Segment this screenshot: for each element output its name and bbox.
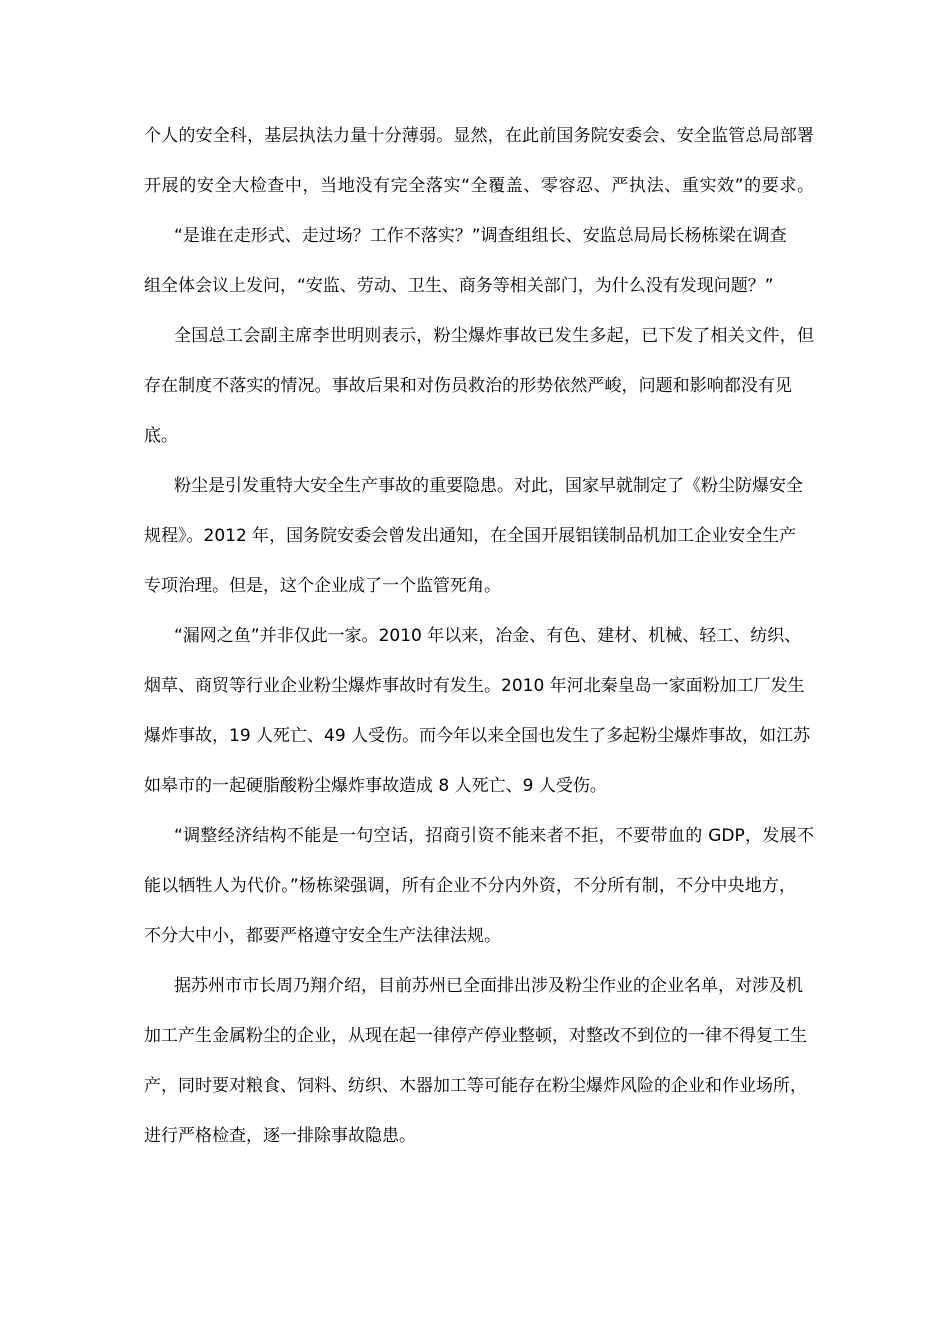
paragraph-7-line-4: 进行严格检查，逐一排除事故隐患。 [144,1126,416,1146]
paragraph-5-line-4: 如皋市的一起硬脂酸粉尘爆炸事故造成 8 人死亡、9 人受伤。 [144,776,607,796]
paragraph-7-line-3: 产，同时要对粮食、饲料、纺织、木器加工等可能存在粉尘爆炸风险的企业和作业场所， [144,1076,807,1096]
paragraph-5-line-3: 爆炸事故，19 人死亡、49 人受伤。而今年以来全国也发生了多起粉尘爆炸事故，如江苏 [144,726,811,746]
paragraph-6-line-3: 不分大中小，都要严格遵守安全生产法律法规。 [144,926,501,946]
paragraph-2-line-2: 组全体会议上发问，“安监、劳动、卫生、商务等相关部门，为什么没有发现问题？” [144,276,774,296]
paragraph-4-line-3: 专项治理。但是，这个企业成了一个监管死角。 [144,576,501,596]
paragraph-3-line-1: 全国总工会副主席李世明则表示，粉尘爆炸事故已发生多起，已下发了相关文件，但 [174,326,814,346]
paragraph-3-line-3: 底。 [144,426,178,446]
paragraph-4-line-1: 粉尘是引发重特大安全生产事故的重要隐患。对此，国家早就制定了《粉尘防爆安全 [174,476,803,496]
paragraph-6-line-1: “调整经济结构不能是一句空话，招商引资不能来者不拒，不要带血的 GDP，发展不 [174,826,814,846]
paragraph-2-line-1: “是谁在走形式、走过场？工作不落实？”调查组组长、安监总局局长杨栋梁在调查 [174,226,787,246]
paragraph-5-line-1: “漏网之鱼”并非仅此一家。2010 年以来，冶金、有色、建材、机械、轻工、纺织、 [174,626,802,646]
paragraph-4-line-2: 规程》。2012 年，国务院安委会曾发出通知，在全国开展铝镁制品机加工企业安全生产 [144,526,797,546]
paragraph-6-line-2: 能以牺牲人为代价。”杨栋梁强调，所有企业不分内外资，不分所有制，不分中央地方， [144,876,796,896]
paragraph-7-line-1: 据苏州市市长周乃翔介绍，目前苏州已全面排出涉及粉尘作业的企业名单，对涉及机 [174,976,803,996]
paragraph-5-line-2: 烟草、商贸等行业企业粉尘爆炸事故时有发生。2010 年河北秦皇岛一家面粉加工厂发生 [144,676,805,696]
paragraph-7-line-2: 加工产生金属粉尘的企业，从现在起一律停产停业整顿，对整改不到位的一律不得复工生 [144,1026,807,1046]
paragraph-3-line-2: 存在制度不落实的情况。事故后果和对伤员救治的形势依然严峻，问题和影响都没有见 [144,376,792,396]
paragraph-1-line-1: 个人的安全科，基层执法力量十分薄弱。显然，在此前国务院安委会、安全监管总局部署 [144,126,814,146]
paragraph-1-line-2: 开展的安全大检查中，当地没有完全落实“全覆盖、零容忍、严执法、重实效”的要求。 [144,176,814,196]
